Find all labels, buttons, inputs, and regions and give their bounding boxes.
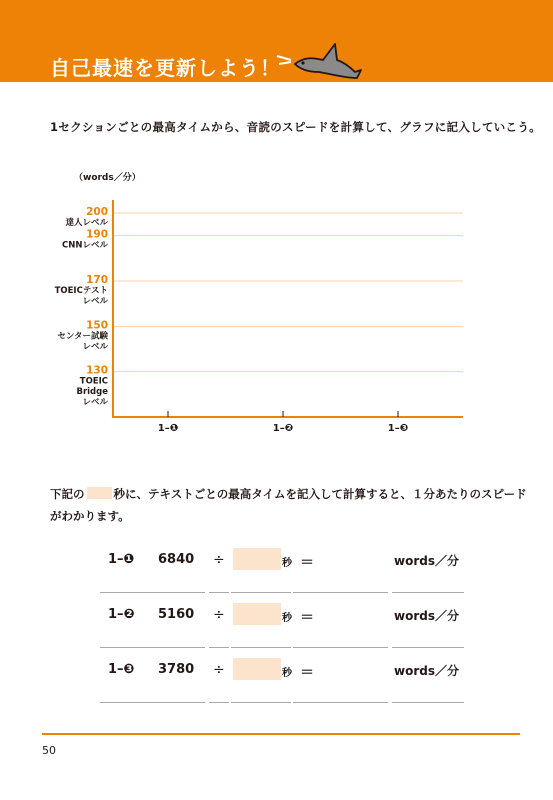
unit-label: words／分 (394, 609, 459, 623)
y-axis-label: （words／分） (74, 173, 141, 183)
calc-row-3 (100, 648, 464, 703)
y-tick-label: 130 (86, 364, 108, 377)
seconds-label: 秒 (282, 613, 292, 624)
level-label: レベル (82, 296, 108, 307)
level-label: レベル (82, 341, 108, 352)
divide-sign: ÷ (213, 607, 225, 623)
calc-row-label: 1–❶ (108, 552, 135, 567)
level-label: センター試験 (57, 331, 108, 342)
seconds-input[interactable] (233, 658, 281, 680)
unit-label: words／分 (394, 554, 459, 568)
level-label: Bridge (76, 387, 108, 398)
calc-row-words: 3780 (158, 662, 195, 677)
level-label: レベル (82, 397, 108, 408)
equals-sign: ＝ (300, 555, 314, 571)
level-label: TOEICテスト (54, 286, 108, 296)
equals-sign: ＝ (300, 610, 314, 626)
x-tick-label: 1–❸ (387, 423, 409, 434)
unit-label: words／分 (394, 664, 459, 678)
instructions (50, 483, 530, 527)
y-tick-label: 150 (86, 319, 108, 332)
footer-divider (42, 733, 520, 735)
seconds-box-sample (87, 487, 112, 499)
seconds-label: 秒 (282, 558, 292, 569)
y-tick-label: 170 (86, 274, 108, 286)
calc-row-words: 5160 (158, 607, 195, 622)
instructions-part1: 下記の (50, 487, 85, 501)
equals-sign: ＝ (300, 665, 314, 681)
calc-row-label: 1–❷ (108, 607, 135, 622)
intro-text: 1セクションごとの最高タイムから、音読のスピードを計算して、グラフに記入していこう。 (50, 120, 541, 134)
y-tick-label: 200 (86, 206, 108, 218)
y-tick-label: 190 (86, 228, 108, 241)
instructions-part3: がわかります。 (50, 509, 130, 523)
calc-row-label: 1–❸ (108, 662, 135, 677)
seconds-label: 秒 (282, 668, 292, 679)
calc-row-words: 6840 (158, 552, 195, 567)
speed-chart (0, 160, 553, 440)
header-banner (0, 0, 553, 82)
page-title: 自己最速を更新しよう！ (50, 56, 281, 80)
page-number: 50 (42, 744, 56, 757)
level-label: 達人レベル (65, 218, 108, 228)
row-divider (100, 702, 464, 703)
seconds-input[interactable] (233, 603, 281, 625)
divide-sign: ÷ (213, 552, 225, 568)
swallow-icon (275, 38, 365, 88)
seconds-input[interactable] (233, 548, 281, 570)
level-label: TOEIC (79, 376, 108, 387)
x-tick-label: 1–❷ (272, 423, 294, 434)
x-tick-label: 1–❶ (157, 423, 179, 434)
instructions-part2: 秒に、テキストごとの最高タイムを記入して計算すると、１分あたりのスピード (113, 487, 527, 501)
calc-row-1 (100, 538, 464, 593)
calc-row-2 (100, 593, 464, 648)
level-label: CNNレベル (62, 240, 108, 251)
divide-sign: ÷ (213, 662, 225, 678)
